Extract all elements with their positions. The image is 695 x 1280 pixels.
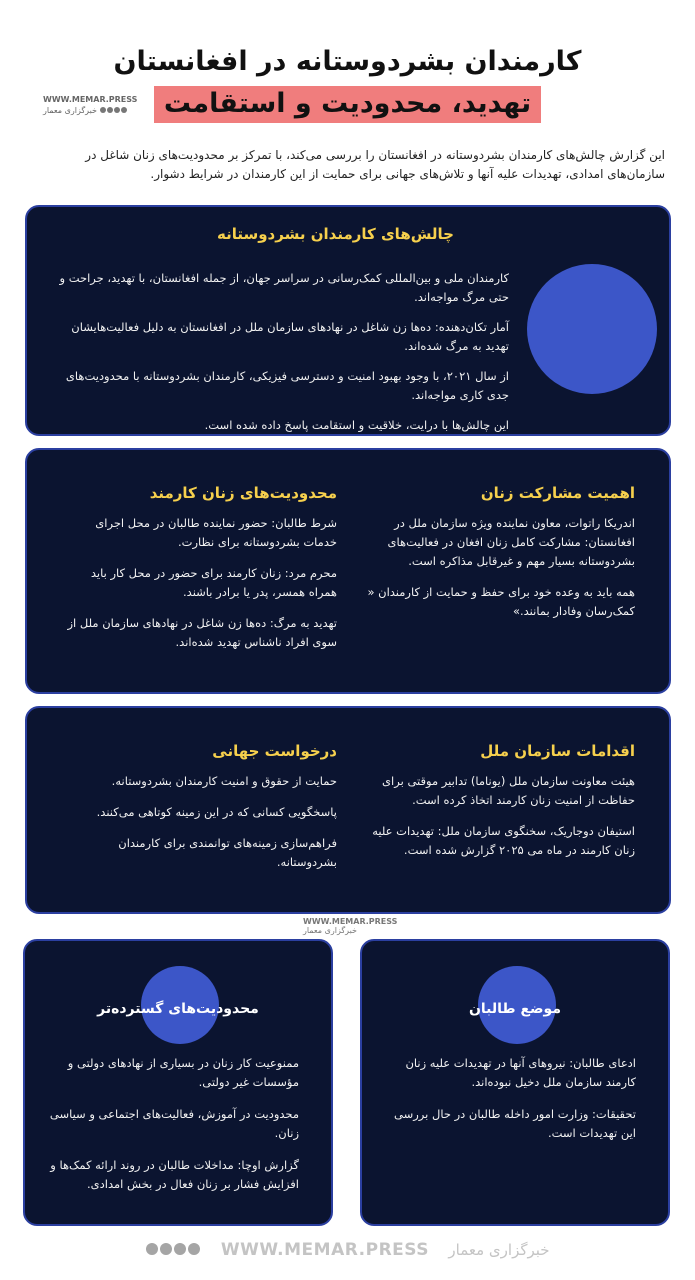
global-demand-title: درخواست جهانی [212,742,337,760]
challenges-item: از سال ۲۰۲۱، با وجود بهبود امنیت و دسترسی فیزیکی، کارمندان بشردوستانه با محدودیت‌های جدی کاری مواجه‌اند. [65,369,509,402]
global-demand-section [67,742,337,884]
taliban-position-card [360,939,670,1226]
women-restrictions-title: محدودیت‌های زنان کارمند [149,484,337,502]
taliban-position-item: ادعای طالبان: نیروهای آنها در تهدیدات علیه زنان کارمند سازمان ملل دخیل نبوده‌اند. [405,1056,636,1089]
challenges-item: این چالش‌ها با درایت، خلاقیت و استقامت پاسخ داده شده است. [204,418,509,432]
un-actions-title: اقدامات سازمان ملل [480,742,635,760]
x-icon [107,107,113,113]
un-actions-item: استیفان دوجاریک، سخنگوی سازمان ملل: تهدیدات علیه زنان کارمند در ماه می ۲۰۲۵ گزارش شده است. [372,824,635,857]
women-restrictions-item: شرط طالبان: حضور نماینده طالبان در محل اجرای خدمات بشردوستانه برای نظارت. [95,516,337,549]
broader-restrictions-item: گزارش اوچا: مداخلات طالبان در روند ارائه کمک‌ها و افزایش فشار بر زنان فعال در بخش امدادی. [50,1158,299,1191]
facebook-icon[interactable] [146,1243,158,1255]
broader-restrictions-item: محدودیت در آموزش، فعالیت‌های اجتماعی و سیاسی زنان. [49,1107,299,1140]
challenges-card [25,205,671,436]
telegram-icon [100,107,106,113]
challenges-title: چالش‌های کارمندان بشردوستانه [217,225,454,243]
instagram-icon [114,107,120,113]
global-demand-item: پاسخگویی کسانی که در این زمینه کوتاهی می‌کنند. [96,805,337,819]
women-participation-item: همه باید به وعده خود برای حفظ و حمایت از کارمندان « کمک‌رسان وفادار بمانند.» [367,585,635,618]
global-demand-item: حمایت از حقوق و امنیت کارمندان بشردوستانه. [111,774,337,788]
challenges-item: کارمندان ملی و بین‌المللی کمک‌رسانی در سراسر جهان، از جمله افغانستان، با تهدید، جراحت و حتی مرگ مواجه‌اند. [59,271,509,304]
broader-restrictions-card [23,939,333,1226]
global-demand-item: فراهم‌سازی زمینه‌های توانمندی برای کارمندان بشردوستانه. [118,836,337,869]
actions-card [25,706,671,914]
women-participation-section [365,484,635,633]
page-title: کارمندان بشردوستانه در افغانستان [113,46,582,77]
watermark: WWW.MEMAR.PRESS خبرگزاری معمار [303,917,398,935]
decorative-circle [527,264,657,394]
brand-small [43,95,137,115]
telegram-icon[interactable] [188,1243,200,1255]
instagram-icon[interactable] [160,1243,172,1255]
broader-restrictions-title: محدودیت‌های گسترده‌تر [97,1001,259,1017]
broader-restrictions-item: ممنوعیت کار زنان در بسیاری از نهادهای دولتی و مؤسسات غیر دولتی. [67,1056,299,1089]
brand-url: WWW.MEMAR.PRESS [43,95,138,104]
footer-url[interactable]: WWW.MEMAR.PRESS [220,1240,429,1260]
taliban-position-item: تحقیقات: وزارت امور داخله طالبان در حال بررسی این تهدیدات است. [394,1107,636,1140]
challenges-item: آمار تکان‌دهنده: ده‌ها زن شاغل در نهادهای سازمان ملل در افغانستان به دلیل فعالیت‌هایشان تهدید به مرگ شده‌اند. [71,320,509,353]
women-restrictions-section [67,484,337,664]
footer-brand: خبرگزاری معمار [448,1241,550,1259]
women-participation-item: اندریکا راتوات، معاون نماینده ویژه سازمان ملل در افغانستان: مشارکت کامل زنان افغان در فعالیت‌های بشردوستانه بسیار مهم و غیرقابل مذاکره است. [387,516,635,568]
women-restrictions-item: تهدید به مرگ: ده‌ها زن شاغل در نهادهای سازمان ملل از سوی افراد ناشناس تهدید شده‌اند. [67,616,337,649]
women-card [25,448,671,694]
intro-text: این گزارش چالش‌های کارمندان بشردوستانه در افغانستان را بررسی می‌کند، با تمرکز بر محدودیت‌های زنان شاغل در سازمان‌های امدادی، تهدیدات علیه آنها و تلاش‌های جهانی برای حمایت از این کارمندان در شرایط دشوار. [85,148,665,181]
taliban-position-title: موضع طالبان [468,1001,562,1017]
un-actions-item: هیئت معاونت سازمان ملل (یوناما) تدابیر موقتی برای حفاظت از امنیت زنان کارمند اتخاذ کرده است. [382,774,635,807]
footer [0,1240,695,1260]
page-subtitle: تهدید، محدودیت و استقامت [154,86,541,123]
facebook-icon [121,107,127,113]
social-icons [145,1240,201,1260]
x-icon[interactable] [174,1243,186,1255]
women-participation-title: اهمیت مشارکت زنان [480,484,635,502]
women-restrictions-item: محرم مرد: زنان کارمند برای حضور در محل کار باید همراه همسر، پدر یا برادر باشند. [90,566,337,599]
un-actions-section [365,742,635,872]
brand-name: خبرگزاری معمار [43,106,137,115]
